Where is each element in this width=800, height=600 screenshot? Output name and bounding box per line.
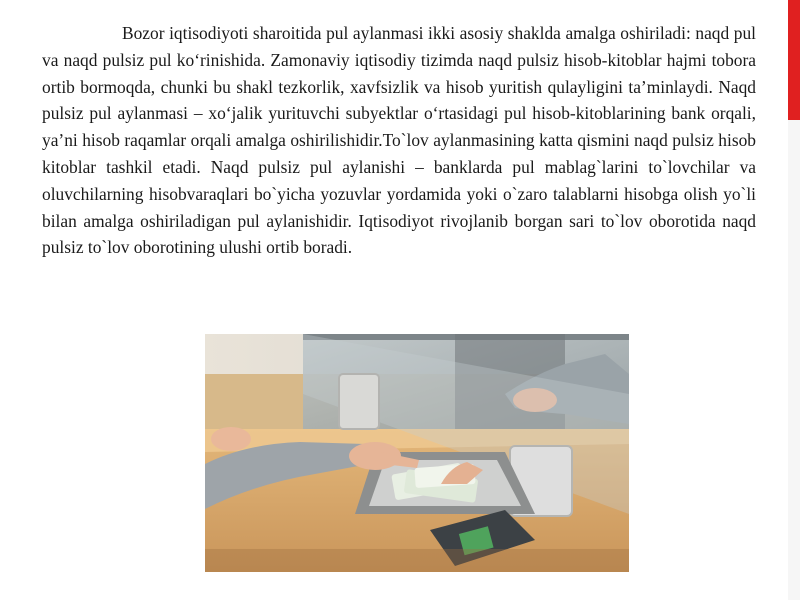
slide-side-strip [788, 120, 800, 600]
slide-accent-bar [788, 0, 800, 120]
bank-teller-photo [205, 334, 629, 572]
body-paragraph: Bozor iqtisodiyoti sharoitida pul aylanmasi ikki asosiy shaklda amalga oshiriladi: naqd pul va naqd pulsiz pul ko‘rinishida. Zamonaviy iqtisodiy tizimda naqd pulsiz hisob-kitoblar hajmi tobora ortib bormoqda, chunki bu shakl tezkorlik, xavfsizlik va hisob yuritish qulayligini ta’minlaydi. Naqd pulsiz pul aylanmasi – xo‘jalik yurituvchi subyektlar o‘rtasidagi pul hisob-kitoblarining bank orqali, ya’ni hisob raqamlar orqali amalga oshirilishidir.To`lov aylanmasining katta qismini naqd pulsiz hisob kitoblar tashkil etadi. Naqd pulsiz pul aylanishi – banklarda pul mablag`larini to`lovchilar va oluvchilarning hisobvaraqlari bo`yicha yozuvlar yordamida yoki o`zaro talablarni hisobga olish yo`li bilan amalga oshiriladigan pul aylanishidir. Iqtisodiyot rivojlanib borgan sari to`lov oborotida naqd pulsiz to`lov oborotining ulushi ortib boradi. [42, 23, 756, 258]
